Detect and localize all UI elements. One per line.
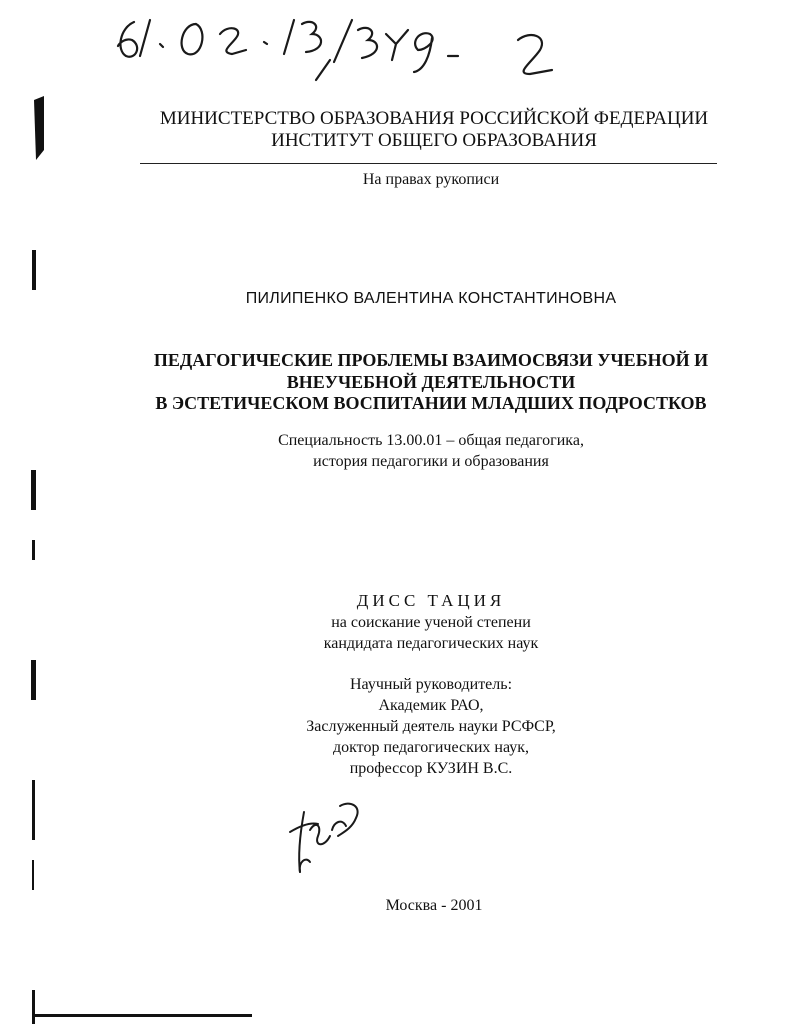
degree-line-2: кандидата педагогических наук bbox=[323, 635, 539, 652]
supervisor-line-2: Заслуженный деятель науки РСФСР, bbox=[306, 718, 556, 735]
author-name: ПИЛИПЕНКО ВАЛЕНТИНА КОНСТАНТИНОВНА bbox=[245, 290, 617, 307]
specialty-line-1: Специальность 13.00.01 – общая педагогика, bbox=[278, 432, 584, 449]
title-line-2: ВНЕУЧЕБНОЙ ДЕЯТЕЛЬНОСТИ bbox=[286, 372, 576, 392]
signature bbox=[290, 804, 358, 872]
rights-notice: На правах рукописи bbox=[362, 171, 500, 188]
supervisor-line-3: доктор педагогических наук, bbox=[332, 739, 530, 756]
title-line-3: В ЭСТЕТИЧЕСКОМ ВОСПИТАНИИ МЛАДШИХ ПОДРОСТКОВ bbox=[155, 393, 707, 413]
title-line-1: ПЕДАГОГИЧЕСКИЕ ПРОБЛЕМЫ ВЗАИМОСВЯЗИ УЧЕБНОЙ И bbox=[153, 350, 709, 370]
specialty-line-2: история педагогики и образования bbox=[313, 453, 549, 470]
degree-line-1: на соискание ученой степени bbox=[331, 614, 531, 631]
supervisor-label: Научный руководитель: bbox=[349, 676, 513, 693]
binding-marks bbox=[31, 96, 252, 1024]
archive-number-handwritten bbox=[118, 20, 552, 80]
dissertation-heading: ДИСС ТАЦИЯ bbox=[356, 591, 506, 610]
supervisor-line-4: профессор КУЗИН В.С. bbox=[349, 760, 513, 777]
header-divider bbox=[140, 163, 717, 164]
supervisor-line-1: Академик РАО, bbox=[378, 697, 484, 714]
ministry-name: МИНИСТЕРСТВО ОБРАЗОВАНИЯ РОССИЙСКОЙ ФЕДЕРАЦИИ bbox=[159, 108, 709, 129]
city-year: Москва - 2001 bbox=[385, 897, 483, 914]
institute-name: ИНСТИТУТ ОБЩЕГО ОБРАЗОВАНИЯ bbox=[271, 130, 597, 151]
